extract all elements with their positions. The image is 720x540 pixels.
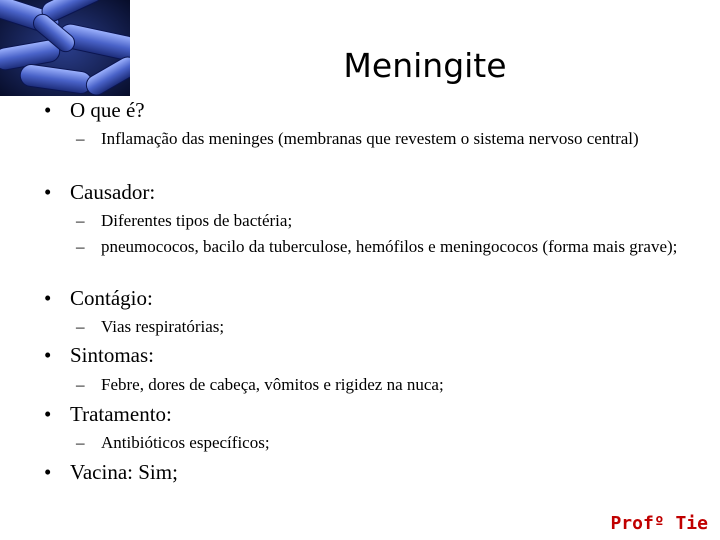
bullet-glyph: • <box>44 286 52 310</box>
bullet-heading: Contágio: <box>70 286 153 310</box>
dash-glyph: – <box>76 433 85 452</box>
author-footer: Profº Tie <box>610 513 708 534</box>
sub-item-text: Vias respiratórias; <box>101 317 225 336</box>
sub-item <box>76 432 696 454</box>
bullet-glyph: • <box>44 402 52 426</box>
sub-item <box>76 374 696 396</box>
bullet-glyph: • <box>44 460 52 484</box>
bullet-heading: Vacina: Sim; <box>70 460 178 484</box>
sub-item-text: Inflamação das meninges (membranas que revestem o sistema nervoso central) <box>101 129 639 148</box>
slide-title: Meningite <box>343 46 507 85</box>
dash-glyph: – <box>76 317 85 336</box>
sub-item-text: Antibióticos específicos; <box>101 433 270 452</box>
bullet-glyph: • <box>44 180 52 204</box>
bullet-heading: O que é? <box>70 98 145 122</box>
dash-glyph: – <box>76 129 85 148</box>
bullet-item <box>44 180 155 205</box>
dash-glyph: – <box>76 375 85 394</box>
dash-glyph: – <box>76 237 85 256</box>
sub-item-text: pneumococos, bacilo da tuberculose, hemófilos e meningococos (forma mais grave); <box>101 237 678 256</box>
bullet-item <box>44 286 153 311</box>
bullet-heading: Sintomas: <box>70 343 155 367</box>
sub-item <box>76 210 696 232</box>
bullet-heading: Causador: <box>70 180 156 204</box>
bullet-glyph: • <box>44 98 52 122</box>
bullet-glyph: • <box>44 343 52 367</box>
sub-item <box>76 316 696 338</box>
sub-item-text: Febre, dores de cabeça, vômitos e rigidez na nuca; <box>101 375 444 394</box>
bullet-heading: Tratamento: <box>70 402 172 426</box>
bullet-item <box>44 402 172 427</box>
bullet-item <box>44 98 145 123</box>
bullet-item <box>44 343 154 368</box>
sub-item <box>76 236 696 258</box>
dash-glyph: – <box>76 211 85 230</box>
sub-item-text: Diferentes tipos de bactéria; <box>101 211 293 230</box>
bullet-item <box>44 460 178 485</box>
sub-item <box>76 128 696 150</box>
